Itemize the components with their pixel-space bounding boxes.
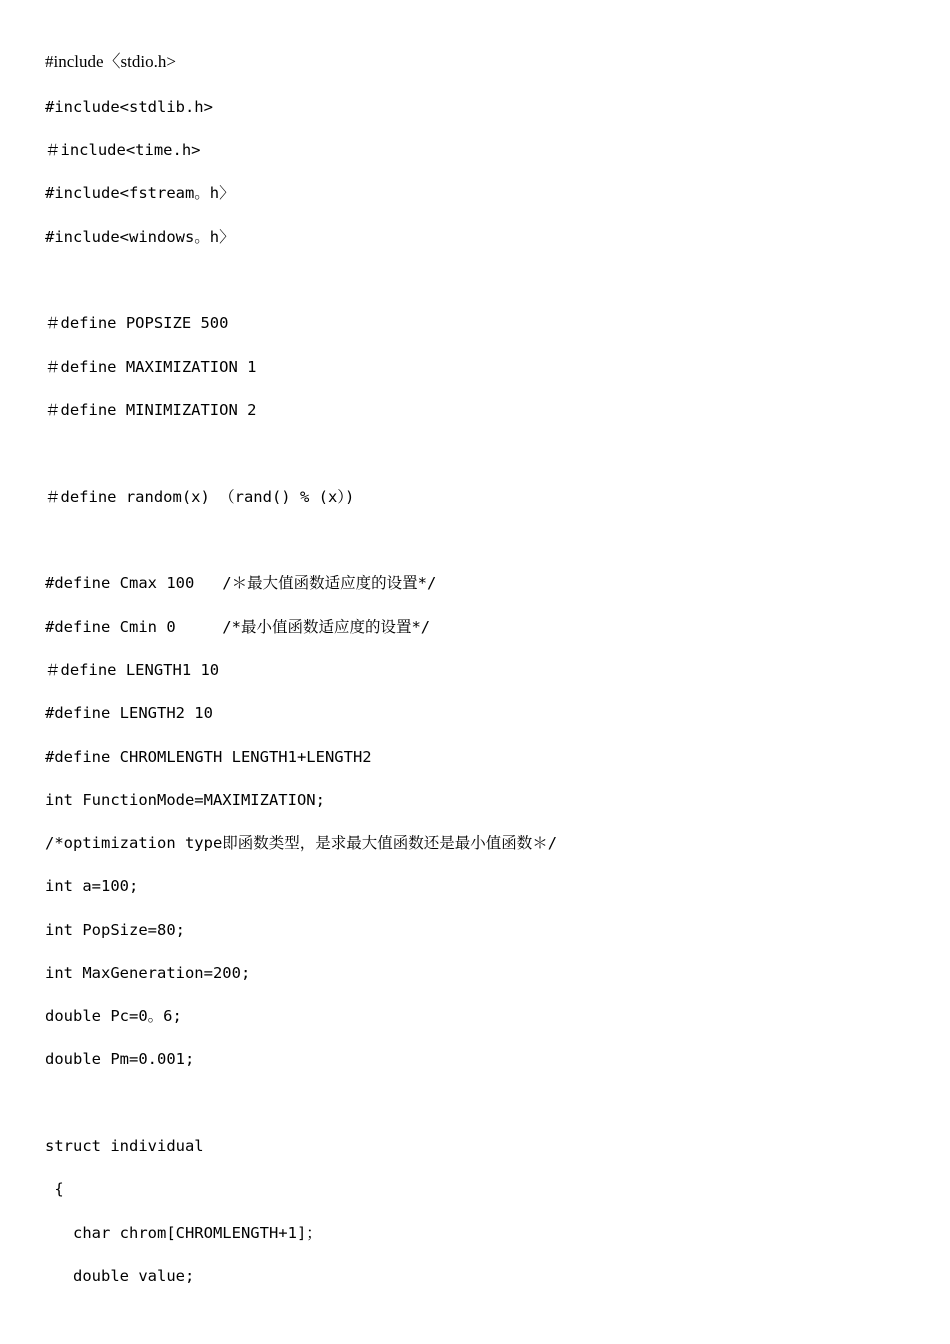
code-line: #define Cmin 0 /*最小值函数适应度的设置*/ — [45, 618, 431, 636]
code-line: int FunctionMode=MAXIMIZATION; — [45, 791, 325, 809]
code-line: #include<fstream。h〉 — [45, 184, 235, 202]
code-line: double Pc=0。6; — [45, 1007, 182, 1025]
code-line: #define CHROMLENGTH LENGTH1+LENGTH2 — [45, 748, 372, 766]
code-line: double value; — [45, 1267, 195, 1285]
code-line: int PopSize=80; — [45, 921, 185, 939]
code-line: ＃define MINIMIZATION 2 — [45, 401, 257, 419]
code-line: int a=100; — [45, 877, 139, 895]
code-line: #include<windows。h〉 — [45, 228, 235, 246]
code-line: #define LENGTH2 10 — [45, 704, 213, 722]
code-line: ＃define LENGTH1 10 — [45, 661, 220, 679]
code-line: { — [45, 1180, 64, 1198]
code-line: #define Cmax 100 /＊最大值函数适应度的设置*/ — [45, 574, 437, 592]
code-line: double Pm=0.001; — [45, 1050, 195, 1068]
code-line: int MaxGeneration=200; — [45, 964, 251, 982]
code-line: ＃define MAXIMIZATION 1 — [45, 358, 257, 376]
code-line: #include<stdlib.h> — [45, 98, 213, 116]
code-line: #include〈stdio.h> — [45, 52, 176, 71]
code-line: struct individual — [45, 1137, 204, 1155]
code-line: ＃include<time.h> — [45, 141, 201, 159]
code-line: ＃define random(x) （rand() % (x）) — [45, 488, 355, 506]
code-line: ＃define POPSIZE 500 — [45, 314, 229, 332]
code-line: char chrom[CHROMLENGTH+1]； — [45, 1224, 322, 1242]
code-line: /*optimization type即函数类型，是求最大值函数还是最小值函数＊/ — [45, 834, 558, 852]
